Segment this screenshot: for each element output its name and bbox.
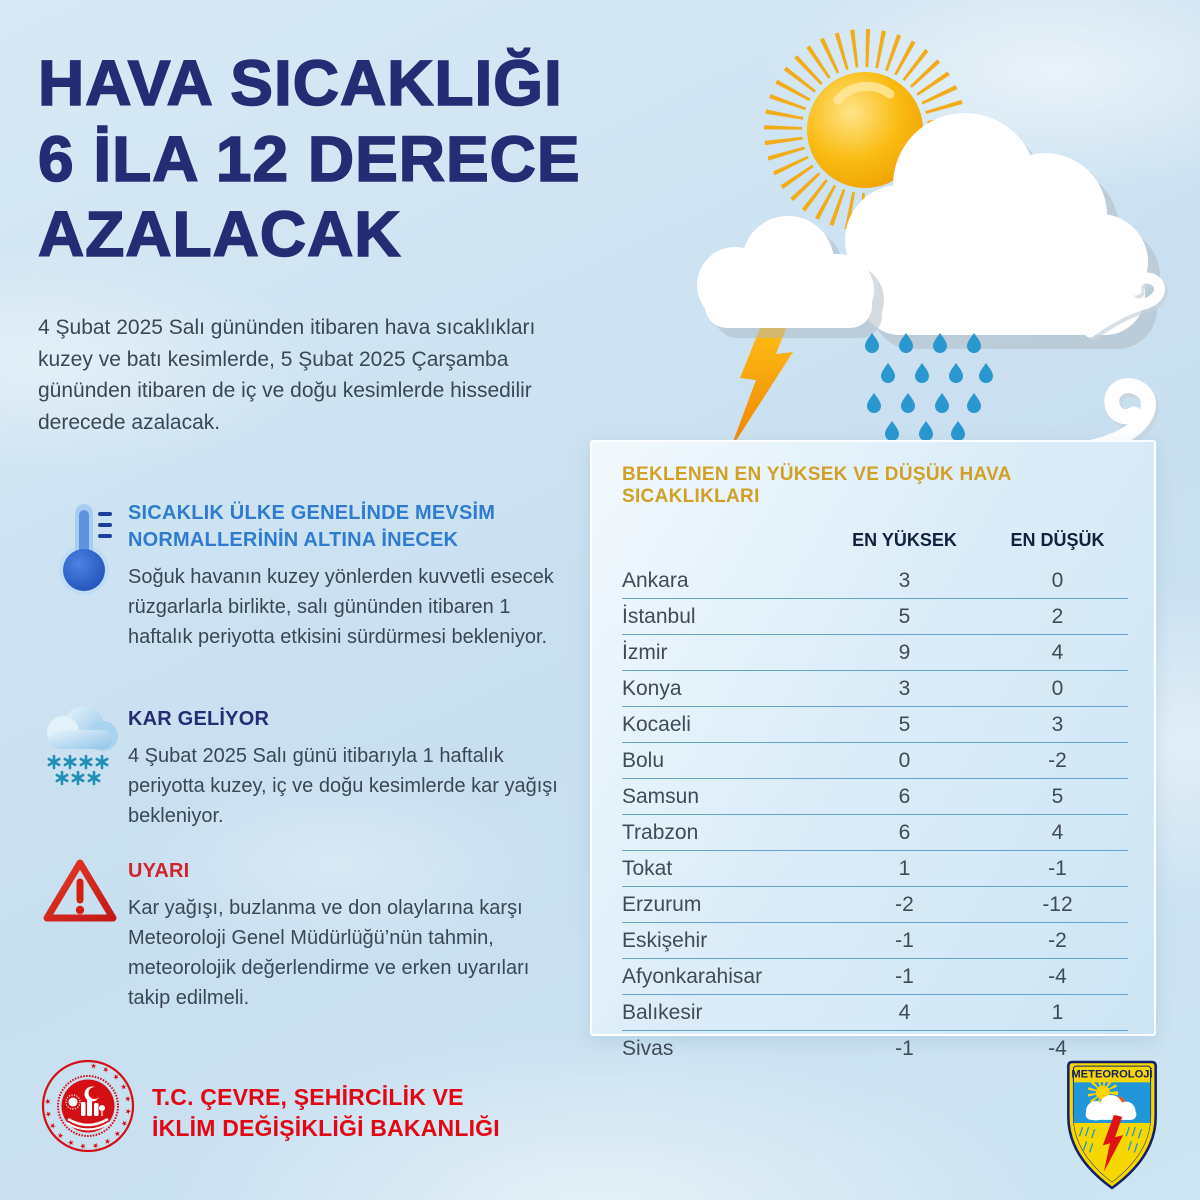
table-row xyxy=(622,887,1128,923)
snow-cloud-icon xyxy=(36,700,128,797)
section-warning xyxy=(128,858,576,1013)
page-title-line: AZALACAK xyxy=(38,198,402,271)
high-column-header: EN YÜKSEK xyxy=(852,530,957,550)
raindrops-icon xyxy=(865,333,993,441)
table-row xyxy=(622,563,1128,599)
city-cell: Konya xyxy=(622,676,682,700)
thermometer-icon xyxy=(48,498,120,601)
high-cell: 5 xyxy=(898,604,911,628)
ministry-name-line: T.C. ÇEVRE, ŞEHİRCİLİK VE xyxy=(152,1084,464,1110)
table-rows xyxy=(622,563,1128,1066)
high-cell: 3 xyxy=(898,676,911,700)
low-cell: 2 xyxy=(1051,604,1064,628)
low-cell: 5 xyxy=(1051,784,1064,808)
city-cell: Trabzon xyxy=(622,820,699,844)
high-cell: -1 xyxy=(895,928,914,952)
ministry-seal-logo xyxy=(40,1058,136,1159)
high-cell: 3 xyxy=(898,568,911,592)
city-cell: Samsun xyxy=(622,784,700,808)
city-cell: Ankara xyxy=(622,568,689,592)
temperature-table-panel xyxy=(590,440,1156,1060)
high-cell: 6 xyxy=(898,820,911,844)
weather-illustration-svg xyxy=(660,20,1200,460)
low-cell: -4 xyxy=(1048,1036,1067,1060)
weather-illustration xyxy=(660,20,1200,460)
page-title-line: HAVA SICAKLIĞI xyxy=(38,47,563,119)
intro-text: 4 Şubat 2025 Salı gününden itibaren hava sıcaklıkları kuzey ve batı kesimlerde, 5 Şubat 2025 Çarşamba gününden itibaren de iç ve doğu kesimlerde hissedilir derecede azalacak. xyxy=(38,316,536,434)
low-column-header: EN DÜŞÜK xyxy=(1010,530,1105,550)
section-temperature-body: Soğuk havanın kuzey yönlerden kuvvetli esecek rüzgarlarla birlikte, salı gününden itibaren 1 haftalık periyotta etkisini sürdürmesi bekleniyor. xyxy=(128,566,554,648)
section-snow-title: KAR GELİYOR xyxy=(128,708,270,730)
seal-star-ring: ★ ★ ★ ★ ★ ★ ★ ★ ★ ★ ★ ★ ★ ★ ★ ★ xyxy=(42,1060,134,1152)
section-temperature-title: SICAKLIK ÜLKE GENELİNDE MEVSİM NORMALLERİNİN ALTINA İNECEK xyxy=(128,502,496,551)
high-cell: -1 xyxy=(895,964,914,988)
low-cell: -2 xyxy=(1048,928,1067,952)
page-title-line: 6 İLA 12 DERECE xyxy=(38,122,581,195)
city-cell: Kocaeli xyxy=(622,712,691,736)
high-cell: -1 xyxy=(895,1036,914,1060)
table-row xyxy=(622,599,1128,635)
low-cell: 0 xyxy=(1051,676,1064,700)
table-header-row xyxy=(622,530,1128,552)
section-temperature xyxy=(128,500,576,652)
table-row xyxy=(622,851,1128,887)
city-cell: Tokat xyxy=(622,856,673,880)
low-cell: 4 xyxy=(1051,640,1064,664)
page-title xyxy=(38,46,581,273)
table-title: BEKLENEN EN YÜKSEK VE DÜŞÜK HAVA SICAKLIKLARI xyxy=(622,464,1011,507)
high-cell: 0 xyxy=(898,748,911,772)
section-snow xyxy=(128,706,576,831)
low-cell: -1 xyxy=(1048,856,1067,880)
low-cell: -12 xyxy=(1042,892,1073,916)
warning-triangle-icon xyxy=(42,856,118,931)
city-cell: İstanbul xyxy=(622,604,696,628)
low-cell: 4 xyxy=(1051,820,1064,844)
table-row xyxy=(622,707,1128,743)
high-cell: 6 xyxy=(898,784,911,808)
high-cell: 1 xyxy=(898,856,911,880)
meteorology-logo xyxy=(1066,1060,1158,1195)
low-cell: 1 xyxy=(1051,1000,1064,1024)
city-cell: Afyonkarahisar xyxy=(622,964,763,988)
table-row xyxy=(622,671,1128,707)
ministry-name xyxy=(152,1082,500,1144)
table-row xyxy=(622,635,1128,671)
low-cell: -2 xyxy=(1048,748,1067,772)
table-row xyxy=(622,959,1128,995)
city-column-header xyxy=(622,530,822,552)
table-row xyxy=(622,779,1128,815)
city-cell: İzmir xyxy=(622,640,668,664)
table-row xyxy=(622,743,1128,779)
table-row xyxy=(622,815,1128,851)
table-row xyxy=(622,923,1128,959)
city-cell: Bolu xyxy=(622,748,665,772)
meteorology-logo-label: METEOROLOJİ xyxy=(1071,1068,1153,1081)
high-cell: 9 xyxy=(898,640,911,664)
city-cell: Sivas xyxy=(622,1036,674,1060)
ministry-name-line: İKLİM DEĞİŞİKLİĞİ BAKANLIĞI xyxy=(152,1115,500,1142)
table-row xyxy=(622,995,1128,1031)
city-cell: Eskişehir xyxy=(622,928,708,952)
low-cell: 0 xyxy=(1051,568,1064,592)
table-row xyxy=(622,1031,1128,1066)
high-cell: -2 xyxy=(895,892,914,916)
low-cell: 3 xyxy=(1051,712,1064,736)
city-cell: Balıkesir xyxy=(622,1000,703,1024)
section-snow-body: 4 Şubat 2025 Salı günü itibarıyla 1 haftalık periyotta kuzey, iç ve doğu kesimlerde kar yağışı bekleniyor. xyxy=(128,745,558,827)
high-cell: 5 xyxy=(898,712,911,736)
city-cell: Erzurum xyxy=(622,892,702,916)
section-warning-title: UYARI xyxy=(128,860,190,882)
section-warning-body: Kar yağışı, buzlanma ve don olaylarına karşı Meteoroloji Genel Müdürlüğü’nün tahmin, meteorolojik değerlendirme ve erken uyarıları takip edilmeli. xyxy=(128,897,530,1009)
high-cell: 4 xyxy=(898,1000,911,1024)
low-cell: -4 xyxy=(1048,964,1067,988)
